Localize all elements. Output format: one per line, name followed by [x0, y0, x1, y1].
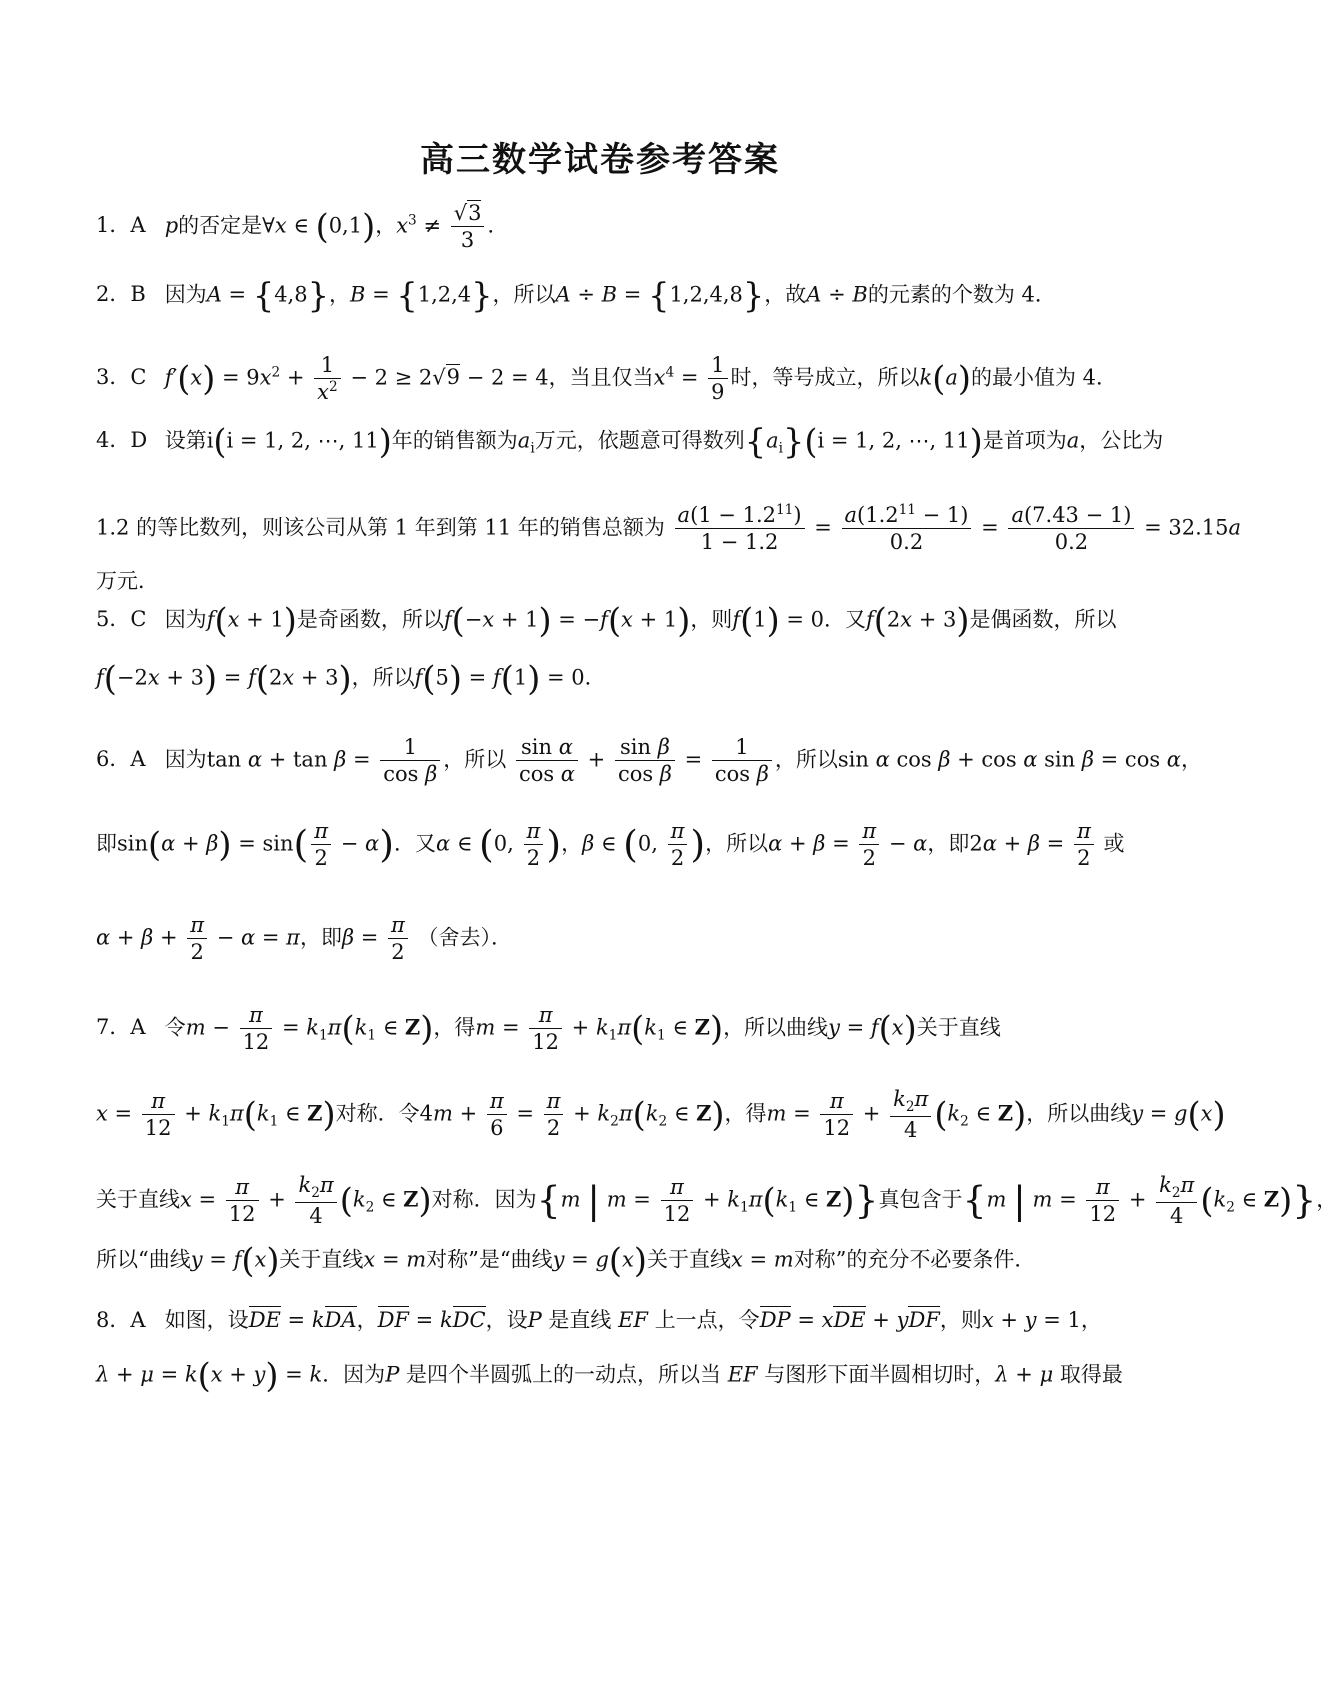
answer-choice: C	[130, 607, 147, 632]
explanation-text: ，则	[939, 1308, 982, 1332]
answer-number: 2．	[96, 282, 131, 307]
fraction: $\frac{1}{\text{cos β}}$	[712, 734, 772, 788]
explanation-text: 关于直线	[916, 1015, 1001, 1040]
explanation-text: 令	[164, 1015, 186, 1040]
explanation-text: 时，等号成立，所以	[730, 365, 920, 390]
explanation-text: ，即	[927, 831, 970, 856]
explanation-text: ，所以	[774, 747, 838, 772]
explanation-text: 对称”的充分不必要条件．	[793, 1247, 1036, 1272]
answer-choice: A	[130, 1015, 146, 1040]
fraction: $\frac{1}{9}$	[708, 352, 727, 406]
explanation-text: ，所以	[492, 282, 556, 307]
answer-5-line-1: 5．C 因为f(x + 1)是奇函数，所以f(−x + 1) = −f(x + 1)，则f(1) = 0．又f(2x + 3)是偶函数，所以	[96, 601, 1117, 640]
fraction: $\frac{\pi}{2}$	[187, 912, 207, 966]
answer-choice: B	[130, 282, 146, 307]
answer-7-line-2: x = $\frac{\pi}{12}$ + $k_1\pi(k_1$ ∈ Z)对称．令4m + $\frac{\pi}{6}$ = $\frac{\pi}{2}$ + $k_2\pi(k_2$ ∈ Z)，得m = $\frac{\pi}{12}$ + $\frac{k_2\pi}{4}$ ($k_2$ ∈ Z)，所以曲线y = g(x)	[96, 1087, 1226, 1143]
answer-number: 5．	[96, 607, 131, 632]
answer-6-line-2: 即sin(α + β) = sin( $\frac{\pi}{2}$ − α)．又α ∈ (0, $\frac{\pi}{2}$ )，β ∈ (0, $\frac{\pi}{2}$ )，所以α + β = $\frac{\pi}{2}$ − α，即2α + β = $\frac{\pi}{2}$ 或	[96, 819, 1125, 871]
explanation-text: 或	[1103, 831, 1125, 856]
answer-number: 8．	[96, 1308, 131, 1332]
explanation-text: 年的销售额为	[391, 428, 518, 453]
explanation-text: ，所以	[351, 665, 415, 690]
fraction: $\frac{\pi}{12}$	[142, 1088, 175, 1142]
explanation-text: ，则	[690, 607, 733, 632]
explanation-text: （舍去）．	[417, 925, 513, 950]
explanation-text: 是直线	[548, 1308, 612, 1332]
fraction: $\frac{\pi}{12}$	[820, 1088, 853, 1142]
explanation-text: 与图形下面半圆相切时，	[764, 1362, 996, 1387]
explanation-text: 所以“曲线	[96, 1247, 191, 1272]
fraction: $\frac{\pi}{2}$	[524, 818, 544, 872]
explanation-text: ，所以曲线	[1026, 1101, 1132, 1126]
page-title: 高三数学试卷参考答案	[420, 140, 780, 180]
explanation-text: 对称”是“曲线	[426, 1247, 553, 1272]
explanation-text: ，故	[764, 282, 807, 307]
fraction: $\frac{\pi}{12}$	[226, 1174, 259, 1228]
explanation-text: 是偶函数，所以	[969, 607, 1117, 632]
explanation-text: 真包含于	[878, 1187, 963, 1212]
fraction: $\frac{a(7.43 - 1)}{0.2}$	[1008, 502, 1134, 556]
explanation-text: 是首项为	[982, 428, 1067, 453]
explanation-text: 如图，设	[164, 1308, 249, 1332]
answer-number: 6．	[96, 747, 131, 772]
fraction: $\frac{√3}{3}$	[451, 200, 485, 254]
explanation-text: 1.2 的等比数列，则该公司从第 1 年到第 11 年的销售总额为	[96, 515, 665, 540]
fraction: $\frac{\text{sin α}}{\text{cos α}}$	[516, 734, 578, 788]
fraction: $\frac{1}{\text{cos β}}$	[380, 734, 440, 788]
explanation-text: 设第	[164, 428, 207, 453]
explanation-text: 关于直线	[96, 1187, 180, 1212]
answer-1-line: 1．A p的否定是∀x ∈ (0,1)，$x^3$ ≠ $\frac{√3}{3}$ ．	[96, 201, 509, 253]
explanation-text: 取得最	[1059, 1362, 1123, 1387]
answer-7-line-1: 7．A 令m − $\frac{\pi}{12}$ = $k_1\pi(k_1$ ∈ Z)，得m = $\frac{\pi}{12}$ + $k_1\pi(k_1$ ∈ Z)，所以曲线y = f(x)关于直线	[96, 1003, 1001, 1055]
explanation-text: 因为	[164, 607, 207, 632]
fraction: $\frac{\pi}{2}$	[544, 1088, 564, 1142]
fraction: $\frac{1}{x^2}$	[314, 352, 341, 406]
explanation-text: 对称．因为	[431, 1187, 537, 1212]
fraction: $\frac{\pi}{2}$	[311, 818, 331, 872]
explanation-text: ．又	[393, 831, 436, 856]
explanation-text: ．又	[824, 607, 866, 632]
explanation-text: ，所以曲线	[723, 1015, 829, 1040]
explanation-text: 万元．	[96, 569, 159, 593]
answer-4-line-2: 1.2 的等比数列，则该公司从第 1 年到第 11 年的销售总额为 $\frac{a(1 - 1.2^{11})}{1 - 1.2}$ = $\frac{a(1.2^{11} - 1)}{0.2}$ = $\frac{a(7.43 - 1)}{0.2}$ = 32.15a	[96, 502, 1242, 555]
answer-number: 4．	[96, 428, 131, 453]
explanation-text: ，得	[433, 1015, 476, 1040]
explanation-text: 是奇函数，所以	[296, 607, 444, 632]
explanation-text: ，公比为	[1079, 428, 1164, 453]
answer-7-line-4: 所以“曲线y = f(x)关于直线x = m对称”是“曲线y = g(x)关于直线x = m对称”的充分不必要条件．	[96, 1241, 1036, 1280]
answer-5-line-2: f(−2x + 3) = f(2x + 3)，所以f(5) = f(1) = 0．	[96, 659, 606, 698]
answer-8-line-1: 8．A 如图，设DE = kDA，DF = kDC，设P 是直线 EF 上一点，令DP = xDE + yDF，则x + y = 1，	[96, 1308, 1102, 1332]
answer-8-line-2: λ + μ = k(x + y) = k．因为P 是四个半圆弧上的一动点，所以当 EF 与图形下面半圆相切时，λ + μ 取得最	[96, 1356, 1123, 1395]
explanation-text: ，设	[485, 1308, 528, 1332]
explanation-text: 的最小值为 4．	[970, 365, 1118, 390]
answer-number: 3．	[96, 365, 131, 390]
fraction: $\frac{\pi}{12}$	[240, 1002, 273, 1056]
explanation-text: ，所以	[443, 747, 507, 772]
fraction: $\frac{k_2\pi}{4}$	[295, 1172, 336, 1230]
answer-3-line: 3．C $f'(x) = 9x^2$ + $\frac{1}{x^2}$ − 2 ≥ 2√9 − 2 = 4，当且仅当$x^4$ = $\frac{1}{9}$ 时，等号成立，所以k(a)的最小值为 4．	[96, 353, 1118, 405]
fraction: $\frac{\pi}{12}$	[1086, 1174, 1119, 1228]
explanation-text: 的否定是	[178, 213, 263, 238]
answer-choice: A	[130, 747, 146, 772]
answer-2-line: 2．B 因为A = {4,8}，B = {1,2,4}，所以A ÷ B = {1,2,4,8}，故A ÷ B的元素的个数为 4．	[96, 276, 1056, 315]
explanation-text: 对称．令	[335, 1101, 420, 1126]
fraction: $\frac{\pi}{12}$	[661, 1174, 694, 1228]
answer-6-line-1: 6．A 因为tan α + tan β = $\frac{1}{\text{cos β}}$ ，所以 $\frac{\text{sin α}}{\text{cos α}}$ + $\frac{\text{sin β}}{\text{cos β}}$ = $\frac{1}{\text{cos β}}$ ，所以sin α cos β + cos α sin β = cos α，	[96, 735, 1202, 787]
explanation-text: 关于直线	[279, 1247, 364, 1272]
fraction: $\frac{a(1 - 1.2^{11})}{1 - 1.2}$	[675, 502, 805, 556]
answer-4-line-1: 4．D 设第i(i = 1, 2, ⋯, 11)年的销售额为$a_i$万元，依题意可得数列$\{a_i\}(i = 1$, 2, ⋯, 11)是首项为a，公比为	[96, 422, 1164, 461]
explanation-text: 即	[96, 831, 117, 856]
fraction: $\frac{\pi}{12}$	[529, 1002, 562, 1056]
explanation-text: 上一点，令	[654, 1308, 760, 1332]
explanation-text: ，即	[299, 925, 342, 950]
explanation-text: 是四个半圆弧上的一动点，所以当	[406, 1362, 722, 1387]
explanation-text: ，当且仅当	[548, 365, 654, 390]
explanation-text: 万元，依题意可得数列	[534, 428, 745, 453]
explanation-text: 因为	[164, 282, 207, 307]
explanation-text: 的元素的个数为 4．	[867, 282, 1056, 307]
answer-6-line-3: α + β + $\frac{\pi}{2}$ − α = π，即β = $\frac{\pi}{2}$ （舍去）．	[96, 913, 513, 965]
answer-number: 7．	[96, 1015, 131, 1040]
fraction: $\frac{\pi}{2}$	[859, 818, 879, 872]
answer-choice: A	[130, 1308, 146, 1332]
answer-7-line-3: 关于直线x = $\frac{\pi}{12}$ + $\frac{k_2\pi}{4}$ ($k_2$ ∈ Z)对称．因为{m | m = $\frac{\pi}{12}$ + $k_1\pi(k_1$ ∈ Z)}真包含于{m | m = $\frac{\pi}{12}$ + $\frac{k_2\pi}{4}$ ($k_2$ ∈ Z)}，	[96, 1173, 1337, 1229]
explanation-text: ．因为	[322, 1362, 386, 1387]
fraction: $\frac{\pi}{2}$	[388, 912, 408, 966]
explanation-text: ，所以	[705, 831, 769, 856]
explanation-text: 关于直线	[646, 1247, 731, 1272]
fraction: $\frac{a(1.2^{11} - 1)}{0.2}$	[842, 502, 972, 556]
fraction: $\frac{k_2\pi}{4}$	[890, 1086, 931, 1144]
fraction: $\frac{\pi}{2}$	[1074, 818, 1094, 872]
fraction: $\frac{\pi}{6}$	[487, 1088, 507, 1142]
fraction: $\frac{\pi}{2}$	[668, 818, 688, 872]
answer-choice: D	[130, 428, 148, 453]
fraction: $\frac{\text{sin β}}{\text{cos β}}$	[615, 734, 675, 788]
explanation-text: ，得	[724, 1101, 767, 1126]
answer-number: 1．	[96, 213, 131, 238]
answer-4-line-3	[96, 566, 1106, 596]
fraction: $\frac{k_2\pi}{4}$	[1156, 1172, 1197, 1230]
answer-choice: A	[130, 213, 146, 238]
explanation-text: 因为	[164, 747, 207, 772]
answer-choice: C	[130, 365, 147, 390]
